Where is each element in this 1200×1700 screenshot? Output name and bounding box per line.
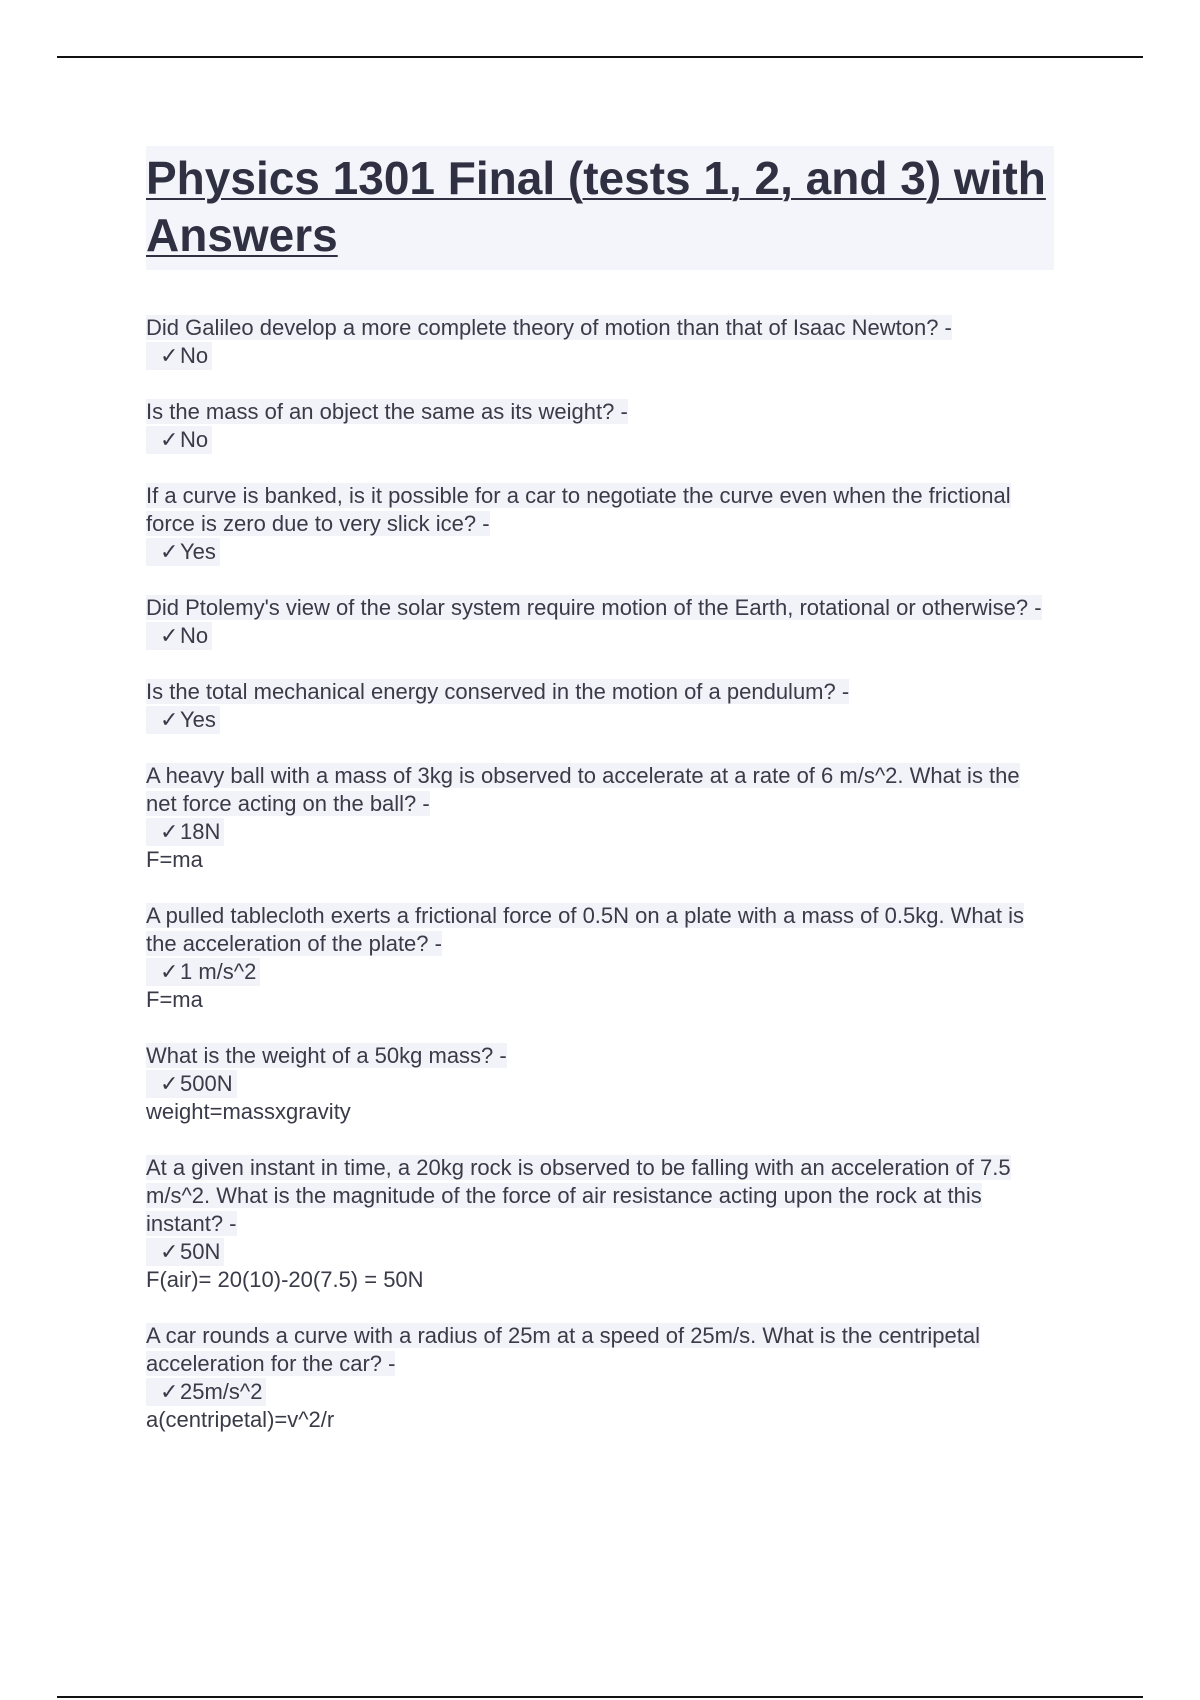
answer-line xyxy=(146,958,260,986)
qa-item xyxy=(146,314,1054,370)
explanation-text: a(centripetal)=v^2/r xyxy=(146,1407,335,1432)
qa-item xyxy=(146,594,1054,650)
question-text xyxy=(146,762,1054,818)
top-rule xyxy=(57,56,1143,58)
answer-text: No xyxy=(180,623,209,648)
checkmark-icon: ✓ xyxy=(160,1071,179,1096)
question-text xyxy=(146,594,1054,622)
document-body xyxy=(146,146,1054,1462)
qa-item xyxy=(146,762,1054,874)
answer-text: 50N xyxy=(180,1239,221,1264)
answer-text: 18N xyxy=(180,819,221,844)
checkmark-icon: ✓ xyxy=(160,1379,179,1404)
qa-item xyxy=(146,1042,1054,1126)
answer-line xyxy=(146,1378,266,1406)
checkmark-icon: ✓ xyxy=(160,819,179,844)
answer-text: Yes xyxy=(180,539,216,564)
answer-line xyxy=(146,1070,237,1098)
qa-item xyxy=(146,1154,1054,1294)
answer-line xyxy=(146,538,220,566)
qa-item xyxy=(146,1322,1054,1434)
question-text-span: At a given instant in time, a 20kg rock is observed to be falling with an acceleration of 7.5 m/s^2. What is the magnitude of the force of air resistance acting upon the rock at this instant? - xyxy=(146,1155,1011,1236)
question-text xyxy=(146,902,1054,958)
question-text xyxy=(146,398,1054,426)
answer-line xyxy=(146,622,212,650)
question-text-span: What is the weight of a 50kg mass? - xyxy=(146,1043,507,1068)
answer-text: 25m/s^2 xyxy=(180,1379,263,1404)
question-text-span: If a curve is banked, is it possible for a car to negotiate the curve even when the frictional force is zero due to very slick ice? - xyxy=(146,483,1011,536)
answer-line xyxy=(146,342,212,370)
qa-item xyxy=(146,678,1054,734)
question-text-span: Did Galileo develop a more complete theory of motion than that of Isaac Newton? - xyxy=(146,315,952,340)
checkmark-icon: ✓ xyxy=(160,427,179,452)
question-text xyxy=(146,678,1054,706)
answer-text: 1 m/s^2 xyxy=(180,959,257,984)
checkmark-icon: ✓ xyxy=(160,959,179,984)
answer-line xyxy=(146,706,220,734)
checkmark-icon: ✓ xyxy=(160,707,179,732)
question-text xyxy=(146,482,1054,538)
answer-text: No xyxy=(180,343,209,368)
question-text-span: Is the total mechanical energy conserved in the motion of a pendulum? - xyxy=(146,679,850,704)
bottom-rule xyxy=(57,1696,1143,1698)
explanation-text: F=ma xyxy=(146,987,203,1012)
question-text-span: A car rounds a curve with a radius of 25m at a speed of 25m/s. What is the centripetal acceleration for the car? - xyxy=(146,1323,980,1376)
qa-item xyxy=(146,902,1054,1014)
answer-text: No xyxy=(180,427,209,452)
checkmark-icon: ✓ xyxy=(160,343,179,368)
answer-line xyxy=(146,1238,224,1266)
qa-item xyxy=(146,398,1054,454)
answer-line xyxy=(146,426,212,454)
question-text xyxy=(146,1042,1054,1070)
question-text-span: Did Ptolemy's view of the solar system require motion of the Earth, rotational or otherwise? - xyxy=(146,595,1042,620)
question-text-span: Is the mass of an object the same as its weight? - xyxy=(146,399,628,424)
checkmark-icon: ✓ xyxy=(160,623,179,648)
explanation-text: weight=massxgravity xyxy=(146,1099,351,1124)
question-text-span: A heavy ball with a mass of 3kg is observed to accelerate at a rate of 6 m/s^2. What is the net force acting on the ball? - xyxy=(146,763,1020,816)
question-text xyxy=(146,314,1054,342)
checkmark-icon: ✓ xyxy=(160,539,179,564)
title-block xyxy=(146,146,1054,270)
checkmark-icon: ✓ xyxy=(160,1239,179,1264)
explanation-text: F(air)= 20(10)-20(7.5) = 50N xyxy=(146,1267,424,1292)
qa-list xyxy=(146,314,1054,1434)
document-title: Physics 1301 Final (tests 1, 2, and 3) with Answers xyxy=(146,152,1046,261)
answer-line xyxy=(146,818,224,846)
answer-text: 500N xyxy=(180,1071,233,1096)
explanation-text: F=ma xyxy=(146,847,203,872)
question-text-span: A pulled tablecloth exerts a frictional force of 0.5N on a plate with a mass of 0.5kg. What is the acceleration of the plate? - xyxy=(146,903,1025,956)
qa-item xyxy=(146,482,1054,566)
question-text xyxy=(146,1154,1054,1238)
question-text xyxy=(146,1322,1054,1378)
answer-text: Yes xyxy=(180,707,216,732)
